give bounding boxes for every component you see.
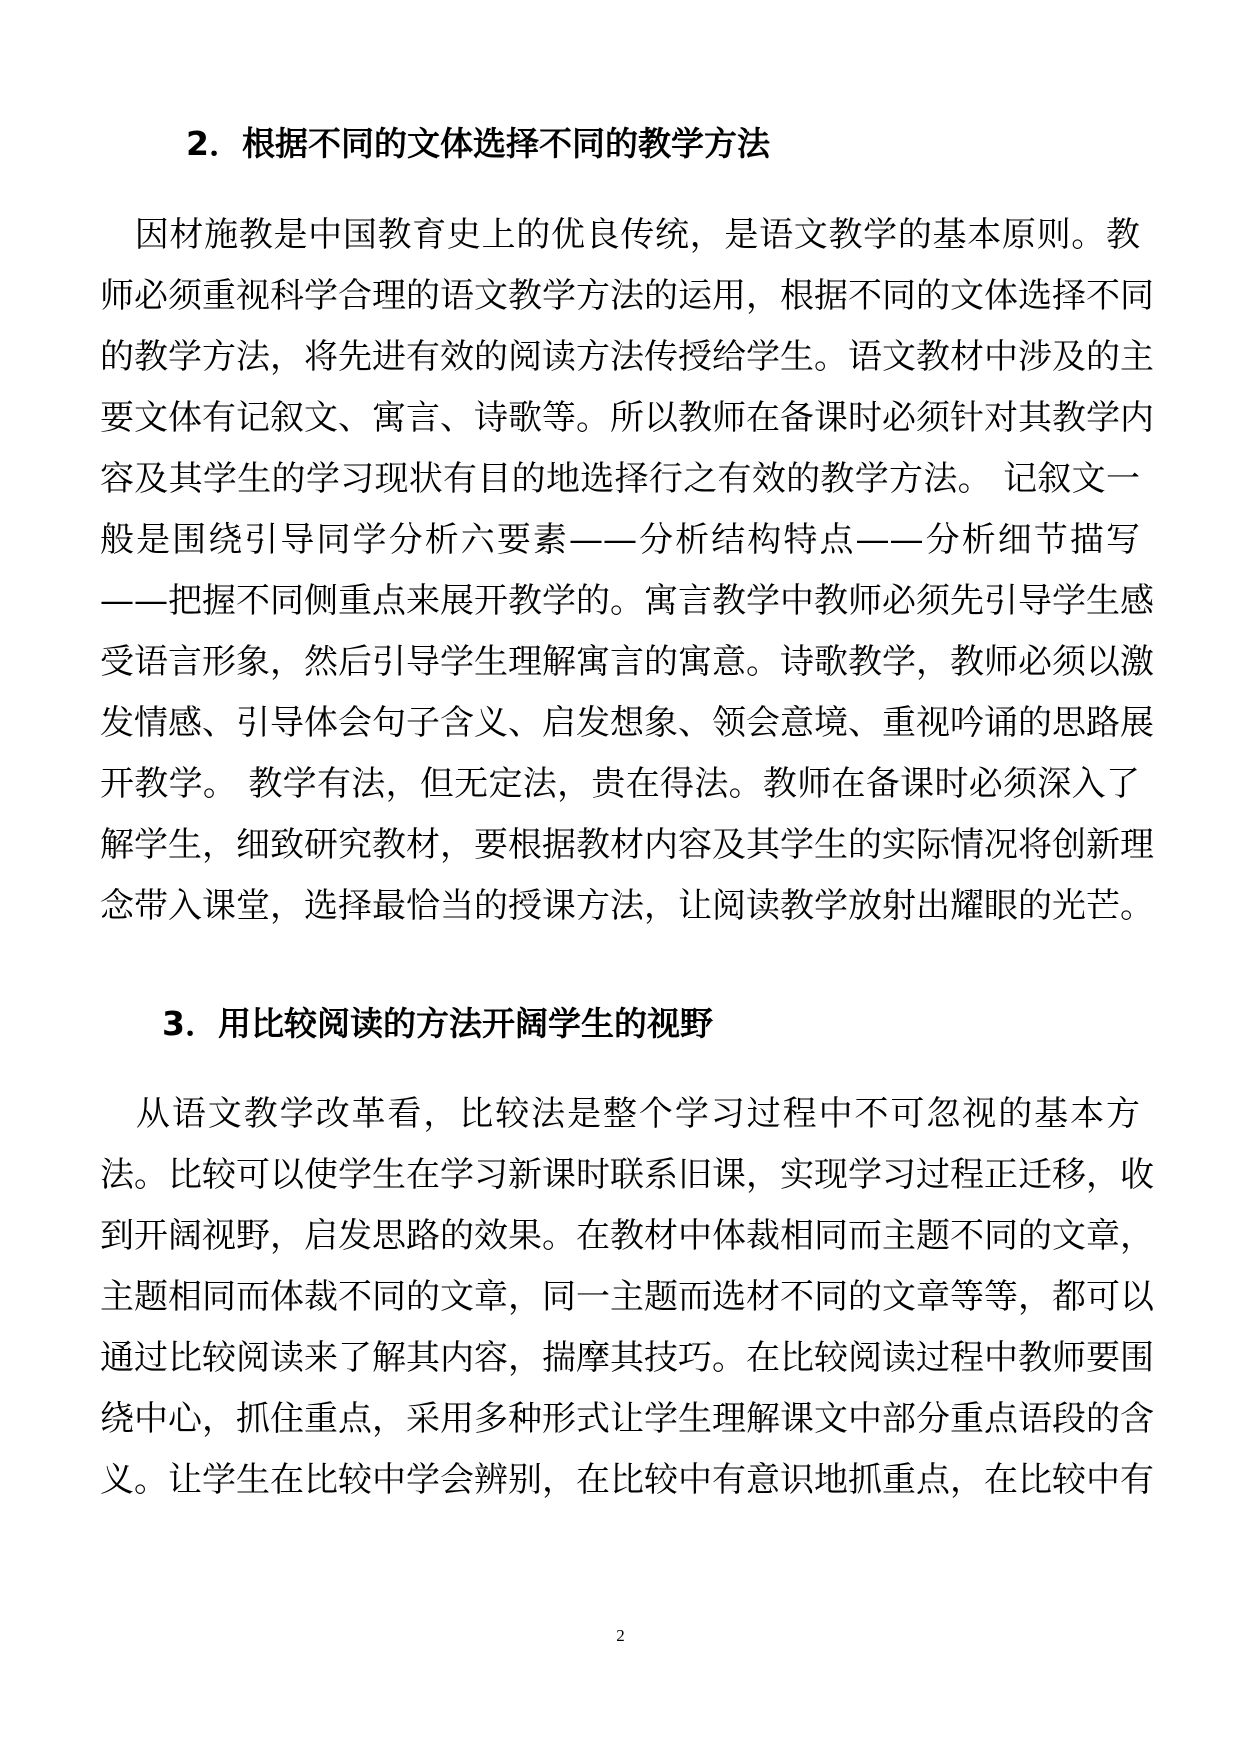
paragraph-line: 开教学。 教学有法，但无定法，贵在得法。教师在备课时必须深入了 [100, 764, 1140, 804]
paragraph-line: 解学生，细致研究教材，要根据教材内容及其学生的实际情况将创新理 [100, 825, 1154, 865]
paragraph-line: 般是围绕引导同学分析六要素——分析结构特点——分析细节描写 [100, 520, 1140, 560]
paragraph-line: 绕中心，抓住重点，采用多种形式让学生理解课文中部分重点语段的含 [100, 1399, 1154, 1439]
paragraph-line: 从语文教学改革看，比较法是整个学习过程中不可忽视的基本方 [100, 1094, 1140, 1134]
section-heading: 2．根据不同的文体选择不同的教学方法 [186, 124, 770, 163]
paragraph-line: 受语言形象，然后引导学生理解寓言的寓意。诗歌教学，教师必须以激 [100, 642, 1154, 682]
paragraph-line: 师必须重视科学合理的语文教学方法的运用，根据不同的文体选择不同 [100, 276, 1154, 316]
paragraph-line: 通过比较阅读来了解其内容，揣摩其技巧。在比较阅读过程中教师要围 [100, 1338, 1154, 1378]
paragraph-line: ——把握不同侧重点来展开教学的。寓言教学中教师必须先引导学生感 [100, 581, 1154, 621]
paragraph-line: 到开阔视野，启发思路的效果。在教材中体裁相同而主题不同的文章， [100, 1216, 1154, 1256]
paragraph-line: 主题相同而体裁不同的文章，同一主题而选材不同的文章等等，都可以 [100, 1277, 1154, 1317]
paragraph-line: 容及其学生的学习现状有目的地选择行之有效的教学方法。 记叙文一 [100, 459, 1140, 499]
paragraph-line: 要文体有记叙文、寓言、诗歌等。所以教师在备课时必须针对其教学内 [100, 398, 1154, 438]
paragraph-line: 因材施教是中国教育史上的优良传统，是语文教学的基本原则。教 [100, 215, 1140, 255]
paragraph-line: 法。比较可以使学生在学习新课时联系旧课，实现学习过程正迁移，收 [100, 1155, 1154, 1195]
paragraph-line: 义。让学生在比较中学会辨别，在比较中有意识地抓重点，在比较中有 [100, 1460, 1154, 1500]
paragraph-line: 发情感、引导体会句子含义、启发想象、领会意境、重视吟诵的思路展 [100, 703, 1154, 743]
page-number: 2 [616, 1626, 625, 1645]
section-heading: 3．用比较阅读的方法开阔学生的视野 [162, 1004, 713, 1043]
paragraph-line: 念带入课堂，选择最恰当的授课方法，让阅读教学放射出耀眼的光芒。 [100, 886, 1154, 926]
paragraph-line: 的教学方法，将先进有效的阅读方法传授给学生。语文教材中涉及的主 [100, 337, 1154, 377]
